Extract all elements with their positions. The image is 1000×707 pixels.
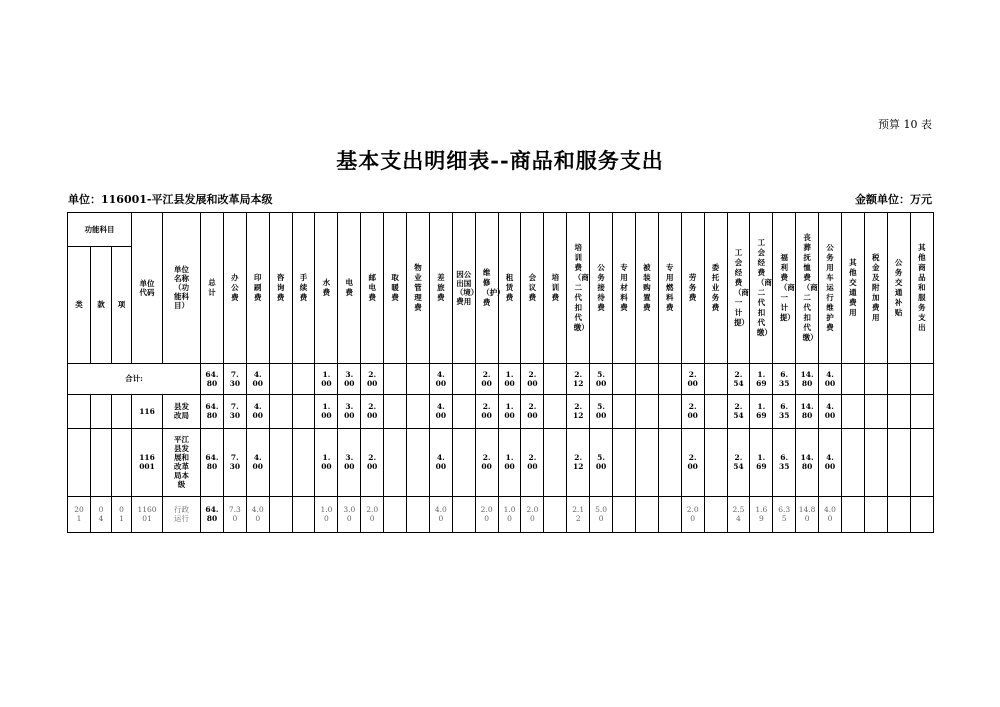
col-header: 培训费	[544, 213, 567, 364]
col-header: 取暖费	[384, 213, 407, 364]
table-row: 116 县发改局 64.80 7.30 4.00 1.00 3.00 2.00 4.00 2.00 1.00 2.00 2.12 5.00 2.00 2.54 1.69 6.35 14.80 4.00	[68, 395, 934, 429]
func-subject-header: 功能科目	[68, 213, 132, 247]
table-row: 116001 平江县发展和改革局本级 64.80 7.30 4.00 1.00 3.00 2.00 4.00 2.00 1.00 2.00 2.12 5.00 2.00 2.54 1.69 6.35 14.80 4.00	[68, 429, 934, 497]
col-header: 劳务费	[681, 213, 704, 364]
col-header: 丧葬抚恤费（商二代扣代缴）	[796, 213, 819, 364]
kuan-code: 04	[91, 497, 112, 533]
unit-name: 平江县发展和改革局本级	[163, 429, 201, 497]
unit-code: 116001	[132, 497, 163, 533]
table-number: 预算 10 表	[878, 118, 932, 131]
xiang-header: 项	[112, 247, 132, 364]
col-header: 租赁费	[498, 213, 521, 364]
col-header: 其他交通费用	[841, 213, 864, 364]
col-header: 维修（护）费	[475, 213, 498, 364]
total-label: 合计:	[68, 364, 201, 395]
col-header: 公务接待费	[590, 213, 613, 364]
col-header: 福利费（商一计提）	[773, 213, 796, 364]
col-header: 手续费	[292, 213, 315, 364]
col-header: 总计	[201, 213, 224, 364]
col-header: 公务交通补贴	[887, 213, 910, 364]
col-header: 税金及附加费用	[864, 213, 887, 364]
xiang-code: 01	[112, 497, 132, 533]
page-title: 基本支出明细表--商品和服务支出	[336, 148, 664, 173]
col-header: 委托业务费	[704, 213, 727, 364]
unit-code: 116	[132, 395, 163, 429]
kuan-header: 款	[91, 247, 112, 364]
col-header: 差旅费	[429, 213, 452, 364]
expense-table	[67, 212, 934, 533]
col-header: 印刷费	[246, 213, 269, 364]
col-header: 办公费	[223, 213, 246, 364]
col-header: 培训费（商二代扣代缴）	[567, 213, 590, 364]
col-header: 会议费	[521, 213, 544, 364]
unit-name: 行政运行	[163, 497, 201, 533]
table-row: 合计: 64.80 7.30 4.00 1.00 3.00 2.00 4.00 2.00 1.00 2.00 2.12 5.00 2.00 2.54 1.69 6.35 14.80 4.00	[68, 364, 934, 395]
col-header: 咨询费	[269, 213, 292, 364]
col-header: 电费	[338, 213, 361, 364]
col-header: 专用材料费	[613, 213, 636, 364]
col-header: 邮电费	[361, 213, 384, 364]
unit-label: 单位：116001-平江县发展和改革局本级	[68, 193, 273, 206]
lei-header: 类	[68, 247, 91, 364]
col-header: 工会经费（商一计提）	[727, 213, 750, 364]
lei-code: 201	[68, 497, 91, 533]
unit-code: 116001	[132, 429, 163, 497]
table-row: 201 04 01 116001 行政运行 64.80 7.30 4.00 1.00 3.00 2.00 4.00 2.00 1.00 2.00 2.12 5.00 2.00 2.54 1.69 6.35 14.80 4.00	[68, 497, 934, 533]
col-header: 物业管理费	[407, 213, 430, 364]
col-header: 被装购置费	[635, 213, 658, 364]
col-header: 因公出国（境）费用	[452, 213, 475, 364]
col-header: 其他商品和服务支出	[910, 213, 933, 364]
amount-unit-label: 金额单位：万元	[855, 193, 932, 206]
unit-code-header: 单位代码	[132, 213, 163, 364]
unit-name-header: 单位名称（功能科目）	[163, 213, 201, 364]
col-header: 专用燃料费	[658, 213, 681, 364]
unit-name: 县发改局	[163, 395, 201, 429]
col-header: 工会经费（商二代扣代缴）	[750, 213, 773, 364]
col-header: 公务用车运行维护费	[819, 213, 842, 364]
col-header: 水费	[315, 213, 338, 364]
